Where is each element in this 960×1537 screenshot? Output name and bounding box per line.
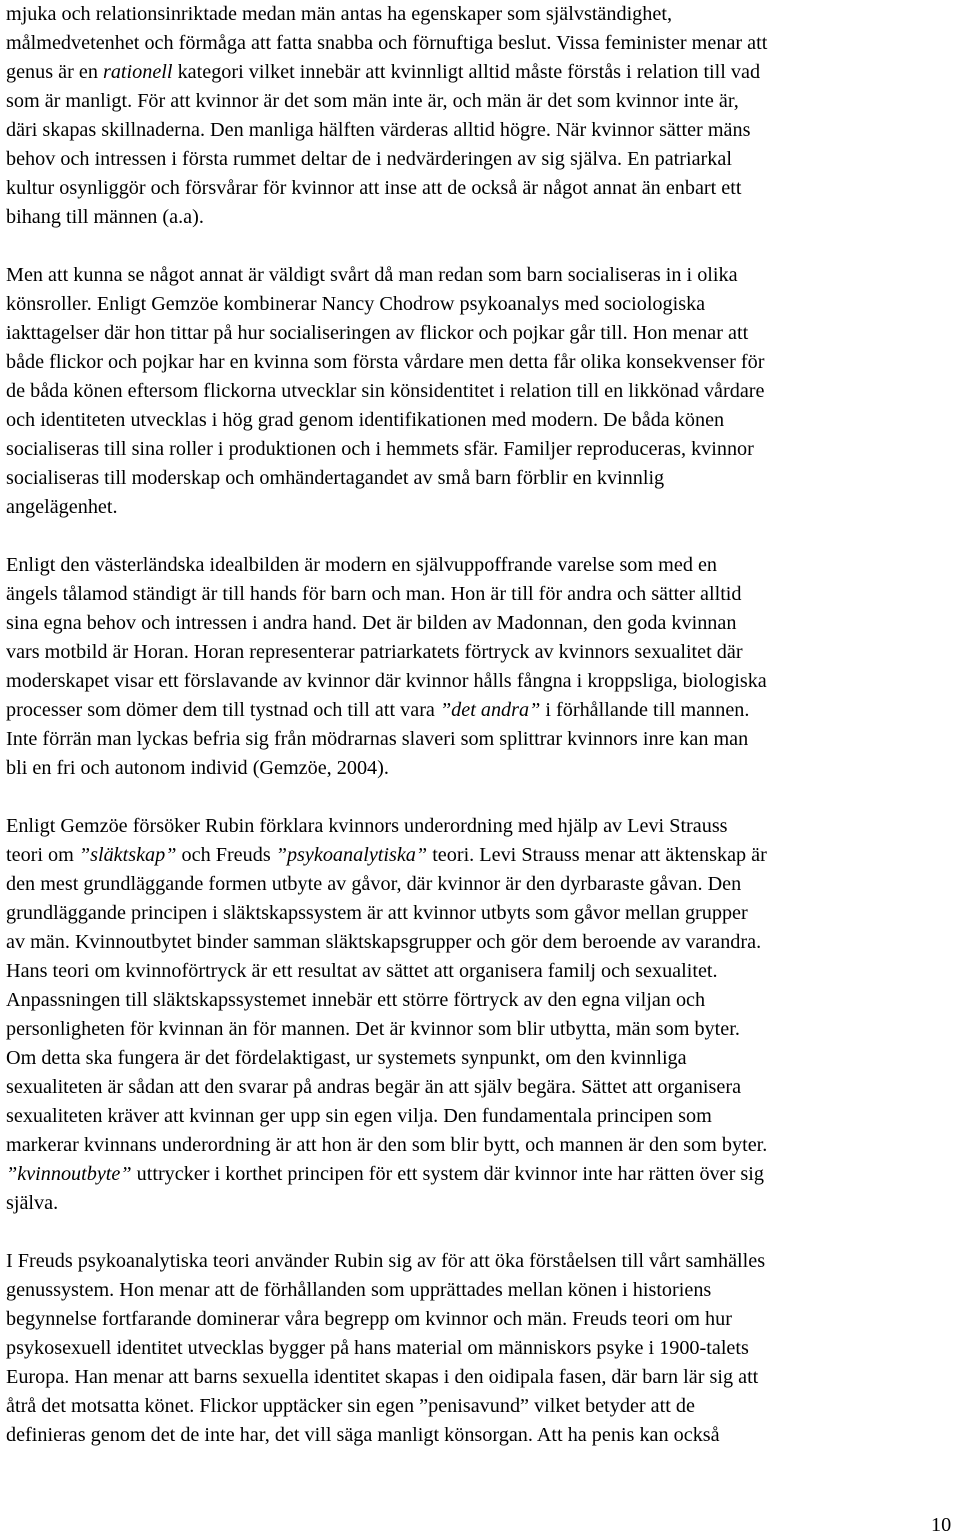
body-paragraph (6, 261, 956, 522)
text-segment: behov och intressen i första rummet deltar de i nedvärderingen av sig själva. En patriarkal (6, 148, 732, 170)
text-line (6, 957, 956, 986)
text-segment: sina egna behov och intressen i andra hand. Det är bilden av Madonnan, den goda kvinnan (6, 612, 737, 634)
text-line (6, 1015, 956, 1044)
text-segment: ängels tålamod ständigt är till hands för barn och man. Hon är till för andra och sätter alltid (6, 583, 742, 605)
text-line (6, 1305, 956, 1334)
text-segment: Enligt den västerländska idealbilden är modern en självuppoffrande varelse som med en (6, 554, 718, 576)
italic-text: ”psykoanalytiska” (275, 844, 428, 866)
text-line (6, 841, 956, 870)
text-line (6, 435, 956, 464)
text-segment: uttrycker i korthet principen för ett system där kvinnor inte har rätten över sig (131, 1163, 764, 1185)
body-paragraph (6, 812, 956, 1218)
text-line (6, 580, 956, 609)
text-segment: vars motbild är Horan. Horan representerar patriarkatets förtryck av kvinnors sexualitet där (6, 641, 743, 663)
text-segment: sexualiteten kräver att kvinnan ger upp sin egen vilja. Den fundamentala principen som (6, 1105, 712, 1127)
text-line (6, 464, 956, 493)
text-segment: kultur osynliggör och försvårar för kvinnor att inse att de också är något annat än enbart ett (6, 177, 742, 199)
text-segment: Europa. Han menar att barns sexuella identitet skapas i den oidipala fasen, där barn lär sig att (6, 1366, 759, 1388)
text-segment: angelägenhet. (6, 496, 118, 518)
text-line (6, 1189, 956, 1218)
text-line (6, 1102, 956, 1131)
text-segment: Anpassningen till släktskapssystemet innebär ett större förtryck av den egna viljan och (6, 989, 706, 1011)
text-segment: själva. (6, 1192, 59, 1214)
text-segment: Inte förrän man lyckas befria sig från mödrarnas slaveri som splittrar kvinnors inre kan man (6, 728, 749, 750)
text-line (6, 290, 956, 319)
text-line (6, 928, 956, 957)
text-line (6, 58, 956, 87)
text-segment: teori om (6, 844, 79, 866)
text-line (6, 377, 956, 406)
text-segment: kategori vilket innebär att kvinnligt alltid måste förstås i relation till vad (172, 61, 761, 83)
text-segment: mjuka och relationsinriktade medan män antas ha egenskaper som självständighet, (6, 3, 672, 25)
text-segment: av män. Kvinnoutbytet binder samman släktskapsgrupper och gör dem beroende av varandra. (6, 931, 762, 953)
text-line (6, 725, 956, 754)
text-line (6, 261, 956, 290)
text-line (6, 638, 956, 667)
text-segment: personligheten för kvinnan än för mannen. Det är kvinnor som blir utbytta, män som byter. (6, 1018, 740, 1040)
text-segment: definieras genom det de inte har, det vill säga manligt könsorgan. Att ha penis kan också (6, 1424, 720, 1446)
text-segment: grundläggande principen i släktskapssystem är att kvinnor utbyts som gåvor mellan grupper (6, 902, 748, 924)
text-line (6, 406, 956, 435)
document-page (6, 0, 956, 1450)
text-segment: processer som dömer dem till tystnad och till att vara (6, 699, 440, 721)
text-segment: åtrå det motsatta könet. Flickor upptäcker sin egen ”penisavund” vilket betyder att de (6, 1395, 695, 1417)
text-segment: den mest grundläggande formen utbyte av gåvor, där kvinnor är den dyrbaraste gåvan. Den (6, 873, 742, 895)
text-segment: iakttagelser där hon tittar på hur socialiseringen av flickor och pojkar går till. Hon menar att (6, 322, 749, 344)
text-segment: bihang till männen (a.a). (6, 206, 204, 228)
paragraph-gap (6, 522, 956, 551)
page-number: 10 (931, 1514, 952, 1536)
text-line (6, 203, 956, 232)
text-segment: och Freuds (176, 844, 276, 866)
text-line (6, 116, 956, 145)
paragraph-gap (6, 783, 956, 812)
text-segment: begynnelse fortfarande dominerar våra begrepp om kvinnor och män. Freuds teori om hur (6, 1308, 732, 1330)
text-line (6, 1131, 956, 1160)
text-line (6, 609, 956, 638)
text-line (6, 1421, 956, 1450)
body-paragraph (6, 1247, 956, 1450)
text-line (6, 145, 956, 174)
text-segment: genus är en (6, 61, 103, 83)
text-segment: socialiseras till sina roller i produktionen och i hemmets sfär. Familjer reproduceras, kvinnor (6, 438, 754, 460)
text-segment: i förhållande till mannen. (540, 699, 750, 721)
italic-text: ”det andra” (439, 699, 541, 721)
text-segment: däri skapas skillnaderna. Den manliga hälften värderas alltid högre. När kvinnor sätter mäns (6, 119, 751, 141)
text-line (6, 174, 956, 203)
text-segment: de båda könen eftersom flickorna utvecklar sin könsidentitet i relation till en likkönad vårdare (6, 380, 765, 402)
text-line (6, 551, 956, 580)
text-line (6, 1044, 956, 1073)
italic-text: ”släktskap” (78, 844, 177, 866)
text-segment: både flickor och pojkar har en kvinna som första vårdare men detta får olika konsekvenser för (6, 351, 765, 373)
body-paragraph (6, 0, 956, 232)
text-segment: som är manligt. För att kvinnor är det som män inte är, och män är det som kvinnor inte är, (6, 90, 739, 112)
text-line (6, 1334, 956, 1363)
text-segment: socialiseras till moderskap och omhändertagandet av små barn förblir en kvinnlig (6, 467, 665, 489)
body-paragraph (6, 551, 956, 783)
text-segment: Om detta ska fungera är det fördelaktigast, ur systemets synpunkt, om den kvinnliga (6, 1047, 687, 1069)
text-line (6, 899, 956, 928)
italic-text: ”kvinnoutbyte” (6, 1163, 132, 1185)
paragraph-gap (6, 232, 956, 261)
text-segment: målmedvetenhet och förmåga att fatta snabba och förnuftiga beslut. Vissa feminister menar att (6, 32, 768, 54)
text-line (6, 319, 956, 348)
text-line (6, 1247, 956, 1276)
text-segment: markerar kvinnans underordning är att hon är den som blir bytt, och mannen är den som byter. (6, 1134, 768, 1156)
text-segment: Hans teori om kvinnoförtryck är ett resultat av sättet att organisera familj och sexualitet. (6, 960, 718, 982)
text-segment: Enligt Gemzöe försöker Rubin förklara kvinnors underordning med hjälp av Levi Strauss (6, 815, 728, 837)
text-line (6, 870, 956, 899)
text-line (6, 754, 956, 783)
text-line (6, 1073, 956, 1102)
text-line (6, 696, 956, 725)
text-line (6, 1276, 956, 1305)
text-segment: psykosexuell identitet utvecklas bygger på hans material om människors psyke i 1900-talets (6, 1337, 749, 1359)
text-segment: teori. Levi Strauss menar att äktenskap är (427, 844, 767, 866)
text-segment: I Freuds psykoanalytiska teori använder Rubin sig av för att öka förståelsen till vårt samhälles (6, 1250, 766, 1272)
text-line (6, 1392, 956, 1421)
text-line (6, 348, 956, 377)
text-segment: Men att kunna se något annat är väldigt svårt då man redan som barn socialiseras in i olika (6, 264, 738, 286)
text-line (6, 812, 956, 841)
text-line (6, 29, 956, 58)
italic-text: rationell (102, 61, 173, 83)
text-segment: sexualiteten är sådan att den svarar på andras begär än att själv begära. Sättet att organisera (6, 1076, 742, 1098)
text-line (6, 986, 956, 1015)
text-segment: och identiteten utvecklas i hög grad genom identifikationen med modern. De båda könen (6, 409, 725, 431)
text-segment: könsroller. Enligt Gemzöe kombinerar Nancy Chodrow psykoanalys med sociologiska (6, 293, 706, 315)
text-segment: moderskapet visar ett förslavande av kvinnor där kvinnor hålls fångna i kroppsliga, biologiska (6, 670, 767, 692)
text-segment: bli en fri och autonom individ (Gemzöe, 2004). (6, 757, 389, 779)
text-line (6, 0, 956, 29)
text-line (6, 667, 956, 696)
text-line (6, 87, 956, 116)
paragraph-gap (6, 1218, 956, 1247)
text-segment: genussystem. Hon menar att de förhållanden som upprättades mellan könen i historiens (6, 1279, 712, 1301)
text-line (6, 1363, 956, 1392)
text-line (6, 493, 956, 522)
text-line (6, 1160, 956, 1189)
